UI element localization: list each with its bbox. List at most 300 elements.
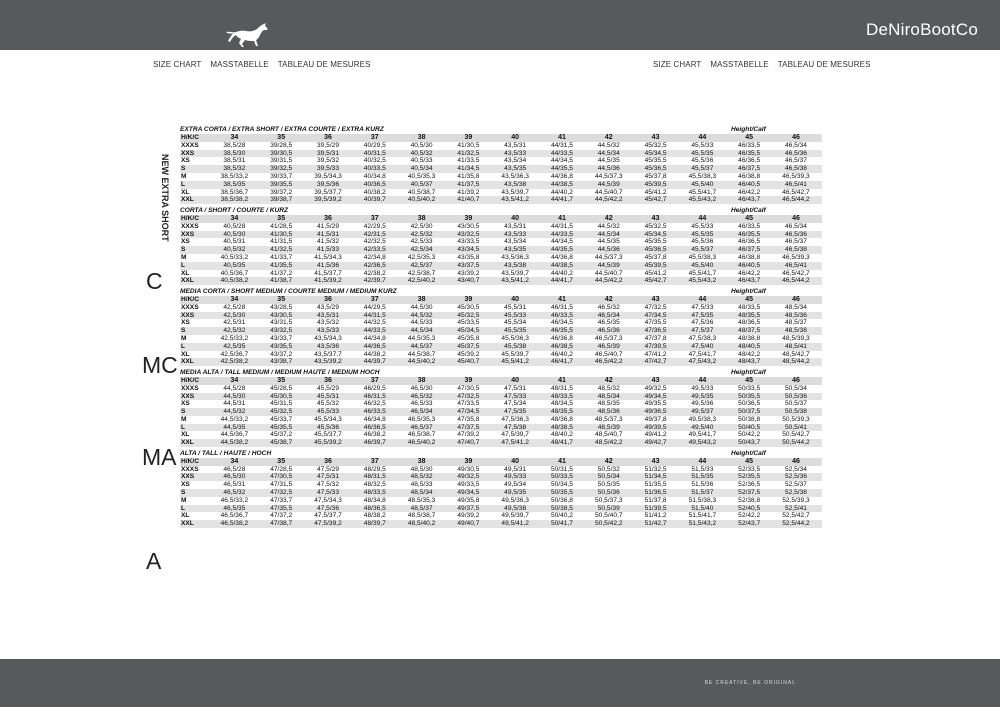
table-cell: 49,5/36,3 [501, 496, 529, 504]
column-header: 39 [464, 457, 473, 465]
table-cell: 48,5/37 [784, 319, 807, 327]
table-cell: 48/42,2 [738, 350, 761, 358]
table-cell: 45,5/37 [691, 165, 714, 173]
table-row [180, 358, 822, 366]
table-cell: 50/33,5 [738, 384, 761, 392]
table-cell: 49/33,5 [457, 481, 480, 489]
column-header: 42 [604, 376, 613, 384]
column-header: 45 [745, 457, 754, 465]
table-cell: 46,5/33 [410, 400, 433, 408]
size-label: XL [181, 269, 190, 277]
table-cell: 45/28,5 [270, 384, 293, 392]
table-cell: 52/36,5 [738, 481, 761, 489]
column-header: 36 [324, 214, 332, 222]
table-cell: 39,5/29 [316, 141, 339, 149]
table-cell: 45,5/33 [504, 311, 527, 319]
column-header: 46 [792, 214, 800, 222]
table-cell: 45/39,5 [644, 180, 667, 188]
table-cell: 40,5/28 [223, 222, 246, 230]
table-cell: 47/39,2 [457, 431, 480, 439]
label-size-chart: SIZE CHART [153, 60, 202, 69]
table-cell: 42,5/32 [410, 230, 433, 238]
table-cell: 52/38,8 [738, 496, 761, 504]
table-cell: 48,5/30 [410, 465, 433, 473]
table-cell: 42,5/35 [223, 342, 246, 350]
table-cell: 50,5/44,2 [782, 439, 810, 447]
column-header: 36 [324, 134, 332, 141]
table-row [180, 254, 822, 262]
table-cell: 49/32,5 [644, 384, 667, 392]
table-cell: 42,5/30 [223, 311, 246, 319]
table-cell: 40,5/35 [223, 261, 246, 269]
table-cell: 45,5/36 [316, 423, 339, 431]
table-cell: 43,5/31 [504, 141, 527, 149]
table-cell: 51,5/33 [691, 465, 714, 473]
table-cell: 48/35,5 [550, 408, 573, 416]
column-header: 39 [464, 134, 473, 141]
table-cell: 45,5/40 [691, 180, 714, 188]
height-calf-label: Height/Calf [731, 287, 766, 295]
table-cell: 47/34,5 [644, 311, 667, 319]
table-cell: 46,5/39,3 [782, 172, 810, 180]
table-cell: 44/31,5 [550, 141, 573, 149]
table-cell: 43/38,7 [270, 358, 293, 366]
table-row [180, 343, 822, 351]
table-cell: 48,5/32 [597, 384, 620, 392]
table-cell: 39,5/37,7 [314, 188, 342, 196]
table-cell: 42/39,7 [363, 277, 386, 285]
table-cell: 49,5/41,2 [501, 520, 529, 528]
size-label: S [181, 489, 186, 497]
column-header: 36 [324, 457, 332, 465]
table-row [180, 505, 822, 513]
table-cell: 44,5/34 [410, 327, 433, 335]
table-cell: 44/34,8 [363, 334, 386, 342]
table-row [180, 400, 822, 408]
table-row [180, 408, 822, 416]
table-cell: 42,5/28 [223, 303, 246, 311]
table-row [180, 165, 822, 173]
table-cell: 44/31,5 [363, 311, 386, 319]
table-cell: 48/39,7 [363, 520, 386, 528]
table-cell: 47,5/38 [504, 423, 527, 431]
table-cell: 46,5/34 [597, 311, 620, 319]
table-cell: 52/40,5 [738, 504, 761, 512]
table-cell: 43,5/39,2 [314, 358, 342, 366]
column-header: 43 [651, 457, 660, 465]
table-cell: 48/29,5 [363, 465, 386, 473]
table-cell: 47/39,5 [644, 342, 667, 350]
height-calf-label: Height/Calf [731, 206, 766, 214]
table-cell: 45,5/36 [691, 238, 714, 246]
table-cell: 45/31,5 [270, 400, 293, 408]
table-row [180, 520, 822, 528]
table-cell: 45,5/39,2 [314, 439, 342, 447]
table-cell: 51,5/36 [691, 481, 714, 489]
table-cell: 52/35,5 [738, 473, 761, 481]
table-cell: 46/35,5 [738, 149, 761, 157]
table-cell: 44,5/31 [223, 400, 246, 408]
table-cell: 50,5/34 [784, 384, 807, 392]
table-cell: 44,5/35 [223, 423, 246, 431]
column-header: 37 [370, 214, 379, 222]
table-cell: 44,5/40,2 [407, 358, 436, 366]
brand-logo: DeNiroBootCo [865, 20, 978, 39]
size-label: L [181, 180, 186, 188]
column-header: 36 [324, 376, 332, 384]
table-cell: 42,5/30 [410, 222, 433, 230]
table-cell: 46,5/32 [223, 489, 246, 497]
table-cell: 46,5/36 [784, 149, 807, 157]
table-cell: 48/34,8 [363, 496, 386, 504]
table-cell: 40,5/38,7 [407, 188, 436, 196]
table-cell: 42,5/31 [223, 319, 246, 327]
column-header: 35 [277, 214, 286, 222]
table-cell: 43,5/35 [504, 165, 527, 173]
table-cell: 50,5/39,3 [782, 415, 810, 423]
table-row [180, 385, 822, 393]
table-cell: 38,5/35 [223, 180, 246, 188]
table-cell: 47,5/31 [316, 473, 339, 481]
table-cell: 43/40,7 [457, 277, 480, 285]
table-cell: 45,5/37,7 [314, 431, 342, 439]
table-cell: 38,5/32 [223, 165, 246, 173]
table-cell: 49/30,5 [457, 465, 480, 473]
table-cell: 38,5/31 [223, 157, 246, 165]
table-cell: 52,5/41 [784, 504, 807, 512]
table-cell: 42,5/33,2 [220, 334, 249, 342]
header-bar [0, 0, 1000, 50]
table-cell: 46/37,5 [738, 246, 761, 254]
table-cell: 49/41,2 [644, 431, 667, 439]
table-cell: 45/41,2 [644, 188, 667, 196]
table-cell: 44/41,7 [550, 196, 573, 204]
table-cell: 48/33,5 [550, 392, 573, 400]
table-cell: 45/35,5 [644, 157, 667, 165]
table-cell: 49/42,7 [644, 439, 667, 447]
column-header: 44 [698, 457, 707, 465]
table-cell: 43,5/38 [504, 180, 527, 188]
table-cell: 47/37,5 [457, 423, 480, 431]
size-label: XXXS [181, 303, 199, 311]
table-cell: 49/34,5 [457, 489, 480, 497]
table-cell: 42/36,5 [363, 261, 386, 269]
table-cell: 44/34,5 [550, 238, 573, 246]
table-cell: 50/35,5 [738, 392, 761, 400]
section-title-text: CORTA / SHORT / COURTE / KURZ [180, 206, 289, 214]
table-cell: 44,5/39 [597, 261, 620, 269]
table-cell: 48,5/33 [410, 481, 433, 489]
size-label: XS [181, 481, 190, 489]
table-cell: 44/39,7 [363, 358, 386, 366]
column-header: 34 [230, 134, 239, 141]
table-cell: 48,5/38,7 [407, 512, 436, 520]
table-cell: 52,5/42,7 [782, 512, 810, 520]
table-cell: 48,5/42,2 [595, 439, 623, 447]
table-cell: 43,5/31 [316, 311, 339, 319]
column-header: 38 [417, 134, 426, 141]
table-cell: 46,5/38 [784, 165, 807, 173]
table-cell: 44,5/32 [597, 222, 620, 230]
table-cell: 45/40,7 [457, 358, 480, 366]
table-cell: 40,5/30 [410, 141, 433, 149]
table-cell: 46,5/37,3 [595, 334, 623, 342]
table-row [180, 512, 822, 520]
table-cell: 46,5/35 [597, 319, 620, 327]
table-cell: 44/29,5 [363, 303, 386, 311]
table-cell: 49,5/33 [691, 384, 714, 392]
table-cell: 43/34,5 [457, 246, 480, 254]
table-cell: 47/35,8 [457, 415, 480, 423]
table-cell: 47/33,7 [270, 496, 293, 504]
table-cell: 47,5/41,7 [688, 350, 717, 358]
table-cell: 44/38,2 [363, 350, 386, 358]
table-cell: 49,5/36 [691, 400, 714, 408]
column-header: 35 [277, 457, 286, 465]
table-cell: 43,5/39,7 [501, 188, 529, 196]
table-cell: 43/30,5 [457, 222, 480, 230]
table-cell: 51/34,5 [644, 473, 667, 481]
table-cell: 40/31,5 [363, 149, 386, 157]
table-cell: 51,5/40 [691, 504, 714, 512]
table-cell: 45,5/34 [504, 319, 527, 327]
table-cell: 41/38,7 [270, 277, 293, 285]
table-cell: 41/37,2 [270, 269, 293, 277]
table-row [180, 327, 822, 335]
table-cell: 39,5/34,3 [314, 172, 342, 180]
table-cell: 47/41,2 [644, 350, 667, 358]
table-cell: 46,5/41 [784, 261, 807, 269]
label-masstabelle: MASSTABELLE [710, 60, 769, 69]
table-cell: 47,5/40 [691, 342, 714, 350]
table-cell: 46,5/34 [410, 408, 433, 416]
table-cell: 43/31,5 [270, 319, 293, 327]
table-cell: 46,5/37 [784, 238, 807, 246]
table-cell: 51/39,5 [644, 504, 667, 512]
table-row [180, 231, 822, 239]
table-cell: 46/41,7 [550, 358, 573, 366]
column-header: 35 [277, 376, 286, 384]
table-cell: 43,5/33 [316, 327, 339, 335]
table-cell: 41/35,5 [270, 261, 293, 269]
table-cell: 43,5/37,7 [314, 350, 342, 358]
column-header: 38 [417, 457, 426, 465]
column-header: 44 [698, 376, 707, 384]
column-header: 34 [230, 295, 239, 303]
size-label: XXS [181, 473, 195, 481]
table-cell: 51/37,8 [644, 496, 667, 504]
table-cell: 52/37,5 [738, 489, 761, 497]
table-cell: 43/35,8 [457, 253, 480, 261]
table-cell: 46,5/42,7 [782, 188, 810, 196]
table-cell: 44,5/35 [597, 157, 620, 165]
table-cell: 46/31,5 [550, 303, 573, 311]
table-cell: 39/31,5 [270, 157, 293, 165]
table-cell: 45/34,5 [457, 327, 480, 335]
column-header: 38 [417, 295, 426, 303]
table-cell: 42/33,5 [363, 246, 386, 254]
table-cell: 47,5/33 [316, 489, 339, 497]
table-cell: 40/36,5 [363, 180, 386, 188]
table-cell: 42,5/33 [410, 238, 433, 246]
size-label: XXS [181, 230, 195, 238]
table-cell: 49/37,8 [644, 415, 667, 423]
table-cell: 45/30,5 [457, 303, 480, 311]
table-cell: 48/43,7 [738, 358, 761, 366]
size-label: M [181, 253, 187, 261]
table-cell: 44/36,8 [550, 172, 573, 180]
size-label: XXL [181, 520, 194, 528]
table-cell: 46,5/42,7 [782, 269, 810, 277]
table-row [180, 270, 822, 278]
size-label: L [181, 504, 186, 512]
label-tableau: TABLEAU DE MESURES [277, 60, 371, 69]
section-title [180, 287, 822, 296]
size-label: M [181, 496, 187, 504]
column-header: 46 [792, 134, 800, 141]
section-title [180, 449, 822, 458]
table-cell: 44,5/37 [410, 342, 433, 350]
table-cell: 47,5/41,2 [501, 439, 529, 447]
table-cell: 44,5/32 [410, 311, 433, 319]
table-cell: 51/42,7 [644, 520, 667, 528]
table-cell: 41/32,5 [457, 149, 480, 157]
table-cell: 44,5/33,2 [220, 415, 249, 423]
column-header: 43 [651, 214, 660, 222]
table-cell: 48/36,5 [363, 504, 386, 512]
column-header: 45 [745, 214, 754, 222]
section-title-text: MEDIA CORTA / SHORT MEDIUM / COURTE MEDIUM / MEDIUM KURZ [180, 287, 397, 295]
table-cell: 47/35,5 [644, 319, 667, 327]
table-cell: 44/35,5 [550, 246, 573, 254]
table-cell: 45/37,8 [644, 172, 667, 180]
table-cell: 40,5/38,2 [220, 277, 249, 285]
table-cell: 49,5/38 [504, 504, 527, 512]
table-cell: 44,5/32 [597, 141, 620, 149]
table-cell: 46/38,2 [363, 431, 386, 439]
table-cell: 46,5/40,2 [407, 439, 436, 447]
table-cell: 45,5/35 [504, 327, 527, 335]
table-cell: 48,5/35,3 [407, 496, 436, 504]
column-header: 34 [230, 457, 239, 465]
size-label: XXL [181, 439, 194, 447]
table-cell: 42/32,5 [363, 238, 386, 246]
size-chart-table [180, 125, 822, 530]
column-header: 39 [464, 214, 473, 222]
table-cell: 48,5/36 [784, 311, 807, 319]
table-cell: 44,5/38,7 [407, 350, 436, 358]
table-cell: 48,5/39,3 [782, 334, 810, 342]
column-header: 42 [604, 134, 613, 141]
table-cell: 49/39,5 [644, 423, 667, 431]
table-cell: 40,5/30 [223, 230, 246, 238]
table-cell: 43,5/41,2 [501, 196, 529, 204]
table-cell: 41,5/34,3 [314, 253, 342, 261]
column-header: 40 [511, 214, 520, 222]
size-label: M [181, 172, 187, 180]
column-header: 41 [558, 214, 566, 222]
table-cell: 46,5/35,3 [407, 415, 436, 423]
table-cell: 49,5/31 [504, 465, 527, 473]
column-header: 45 [745, 134, 754, 141]
table-cell: 48/34,5 [550, 400, 573, 408]
table-cell: 44/41,7 [550, 277, 573, 285]
table-cell: 52/33,5 [738, 465, 761, 473]
table-cell: 46/33,5 [550, 311, 573, 319]
table-cell: 40,5/32 [223, 246, 246, 254]
size-section [180, 368, 822, 447]
label-size-chart: SIZE CHART [653, 60, 702, 69]
table-cell: 46/37,5 [738, 165, 761, 173]
table-cell: 44/36,5 [363, 342, 386, 350]
table-cell: 46,5/28 [223, 465, 246, 473]
table-cell: 40/29,5 [363, 141, 386, 149]
column-header: 45 [745, 295, 754, 303]
table-cell: 44,5/30 [410, 303, 433, 311]
size-label: XXL [181, 196, 194, 204]
table-cell: 39/38,7 [270, 196, 293, 204]
table-cell: 44,5/33 [410, 319, 433, 327]
table-cell: 43,5/36,3 [501, 253, 529, 261]
table-cell: 47,5/37 [691, 327, 714, 335]
table-cell: 42,5/38,7 [407, 269, 436, 277]
table-cell: 51/41,2 [644, 512, 667, 520]
table-cell: 44/40,2 [550, 188, 573, 196]
column-header: 44 [698, 295, 707, 303]
column-header: 43 [651, 295, 660, 303]
table-cell: 46/42,2 [738, 188, 761, 196]
table-cell: 40,5/36,7 [220, 269, 249, 277]
table-cell: 41,5/31 [316, 230, 339, 238]
header-label: H/K/C [181, 214, 199, 222]
table-cell: 48/38,5 [550, 423, 573, 431]
table-cell: 39/32,5 [270, 165, 293, 173]
table-cell: 47/37,8 [644, 334, 667, 342]
table-cell: 40/38,2 [363, 188, 386, 196]
column-header: 42 [604, 295, 613, 303]
table-cell: 47/40,7 [457, 439, 480, 447]
table-cell: 38,5/38,2 [220, 196, 249, 204]
table-cell: 47,5/33 [504, 392, 527, 400]
table-cell: 40,5/34 [410, 165, 433, 173]
table-cell: 40,5/37 [410, 180, 433, 188]
table-cell: 50/36,8 [550, 496, 573, 504]
table-row [180, 489, 822, 497]
table-cell: 43/33,7 [270, 334, 293, 342]
column-header: 41 [558, 295, 566, 303]
table-cell: 39,5/39,2 [314, 196, 342, 204]
table-cell: 47/33,5 [457, 400, 480, 408]
table-cell: 43,5/34 [504, 157, 527, 165]
size-label: XXXS [181, 465, 199, 473]
side-label-a: A [146, 548, 162, 574]
table-cell: 49,5/40 [691, 423, 714, 431]
table-cell: 48/31,5 [363, 473, 386, 481]
table-cell: 46,5/39,3 [782, 253, 810, 261]
table-cell: 42/38,2 [363, 269, 386, 277]
table-cell: 50/40,2 [550, 512, 573, 520]
table-row [180, 238, 822, 246]
table-cell: 46,5/42,2 [595, 358, 623, 366]
table-cell: 45/36,5 [644, 165, 667, 173]
table-cell: 46/33,5 [363, 408, 386, 416]
table-cell: 45,5/38 [504, 342, 527, 350]
table-cell: 48/40,5 [738, 342, 761, 350]
table-cell: 46/38,8 [738, 253, 761, 261]
size-label: XL [181, 431, 190, 439]
table-cell: 39,5/33 [316, 165, 339, 173]
table-cell: 50/33,5 [550, 473, 573, 481]
